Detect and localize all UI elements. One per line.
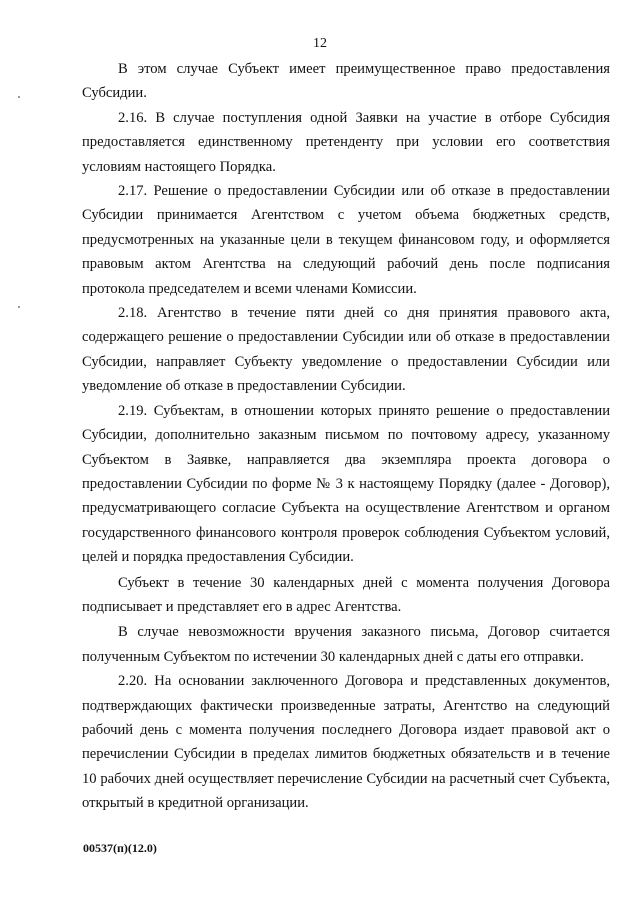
document-code: 00537(п)(12.0) — [83, 841, 157, 855]
paragraph-2-16: 2.16. В случае поступления одной Заявки на участие в отборе Субсидия предоставляется единственному претенденту при условии его соответствия условиям настоящего Порядка. — [82, 109, 610, 175]
paragraph-2-19: 2.19. Субъектам, в отношении которых принято решение о предоставлении Субсидии, дополнительно заказным письмом по почтовому адресу, указанному Субъектом в Заявке, направляется два экземпляра проекта договора о предоставлении Субсидии по форме № 3 к настоящему Порядку (далее - Договор), предусматривающего согласие Субъекта на осуществление Агентством и органом государственного финансового контроля проверок соблюдения Субъектом условий, целей и порядка предоставления Субсидии. — [82, 402, 610, 566]
paragraph-priority-right: В этом случае Субъект имеет преимущественное право предоставления Субсидии. — [82, 61, 610, 102]
paragraph-2-18: 2.18. Агентство в течение пяти дней со дня принятия правового акта, содержащего решение о предоставлении Субсидии или об отказе в предоставлении Субсидии, направляет Субъекту уведомление о предоставлении Субсидии или уведомление об отказе в предоставлении Субсидии. — [82, 305, 610, 395]
paragraph-2-17: 2.17. Решение о предоставлении Субсидии или об отказе в предоставлении Субсидии принимается Агентством с учетом объема бюджетных средств, предусмотренных на указанные цели в текущем финансовом году, и оформляется правовым актом Агентства на следующий рабочий день после подписания протокола председателем и всеми членами Комиссии. — [82, 183, 610, 297]
page-number: 12 — [313, 36, 327, 51]
scan-margin-mark — [18, 96, 20, 98]
scan-margin-mark — [18, 306, 20, 308]
document-body — [82, 57, 610, 816]
paragraph-subject-signing: Субъект в течение 30 календарных дней с момента получения Договора подписывает и представляет его в адрес Агентства. — [82, 574, 610, 615]
paragraph-2-20: 2.20. На основании заключенного Договора и представленных документов, подтверждающих фактически произведенные затраты, Агентство на следующий рабочий день с момента получения последнего Договора издает правовой акт о перечислении Субсидии в пределах лимитов бюджетных обязательств и в течение 10 рабочих дней осуществляет перечисление Субсидии на расчетный счет Субъекта, открытый в кредитной организации. — [82, 673, 610, 812]
paragraph-registered-letter: В случае невозможности вручения заказного письма, Договор считается полученным Субъектом по истечении 30 календарных дней с даты его отправки. — [82, 624, 610, 665]
